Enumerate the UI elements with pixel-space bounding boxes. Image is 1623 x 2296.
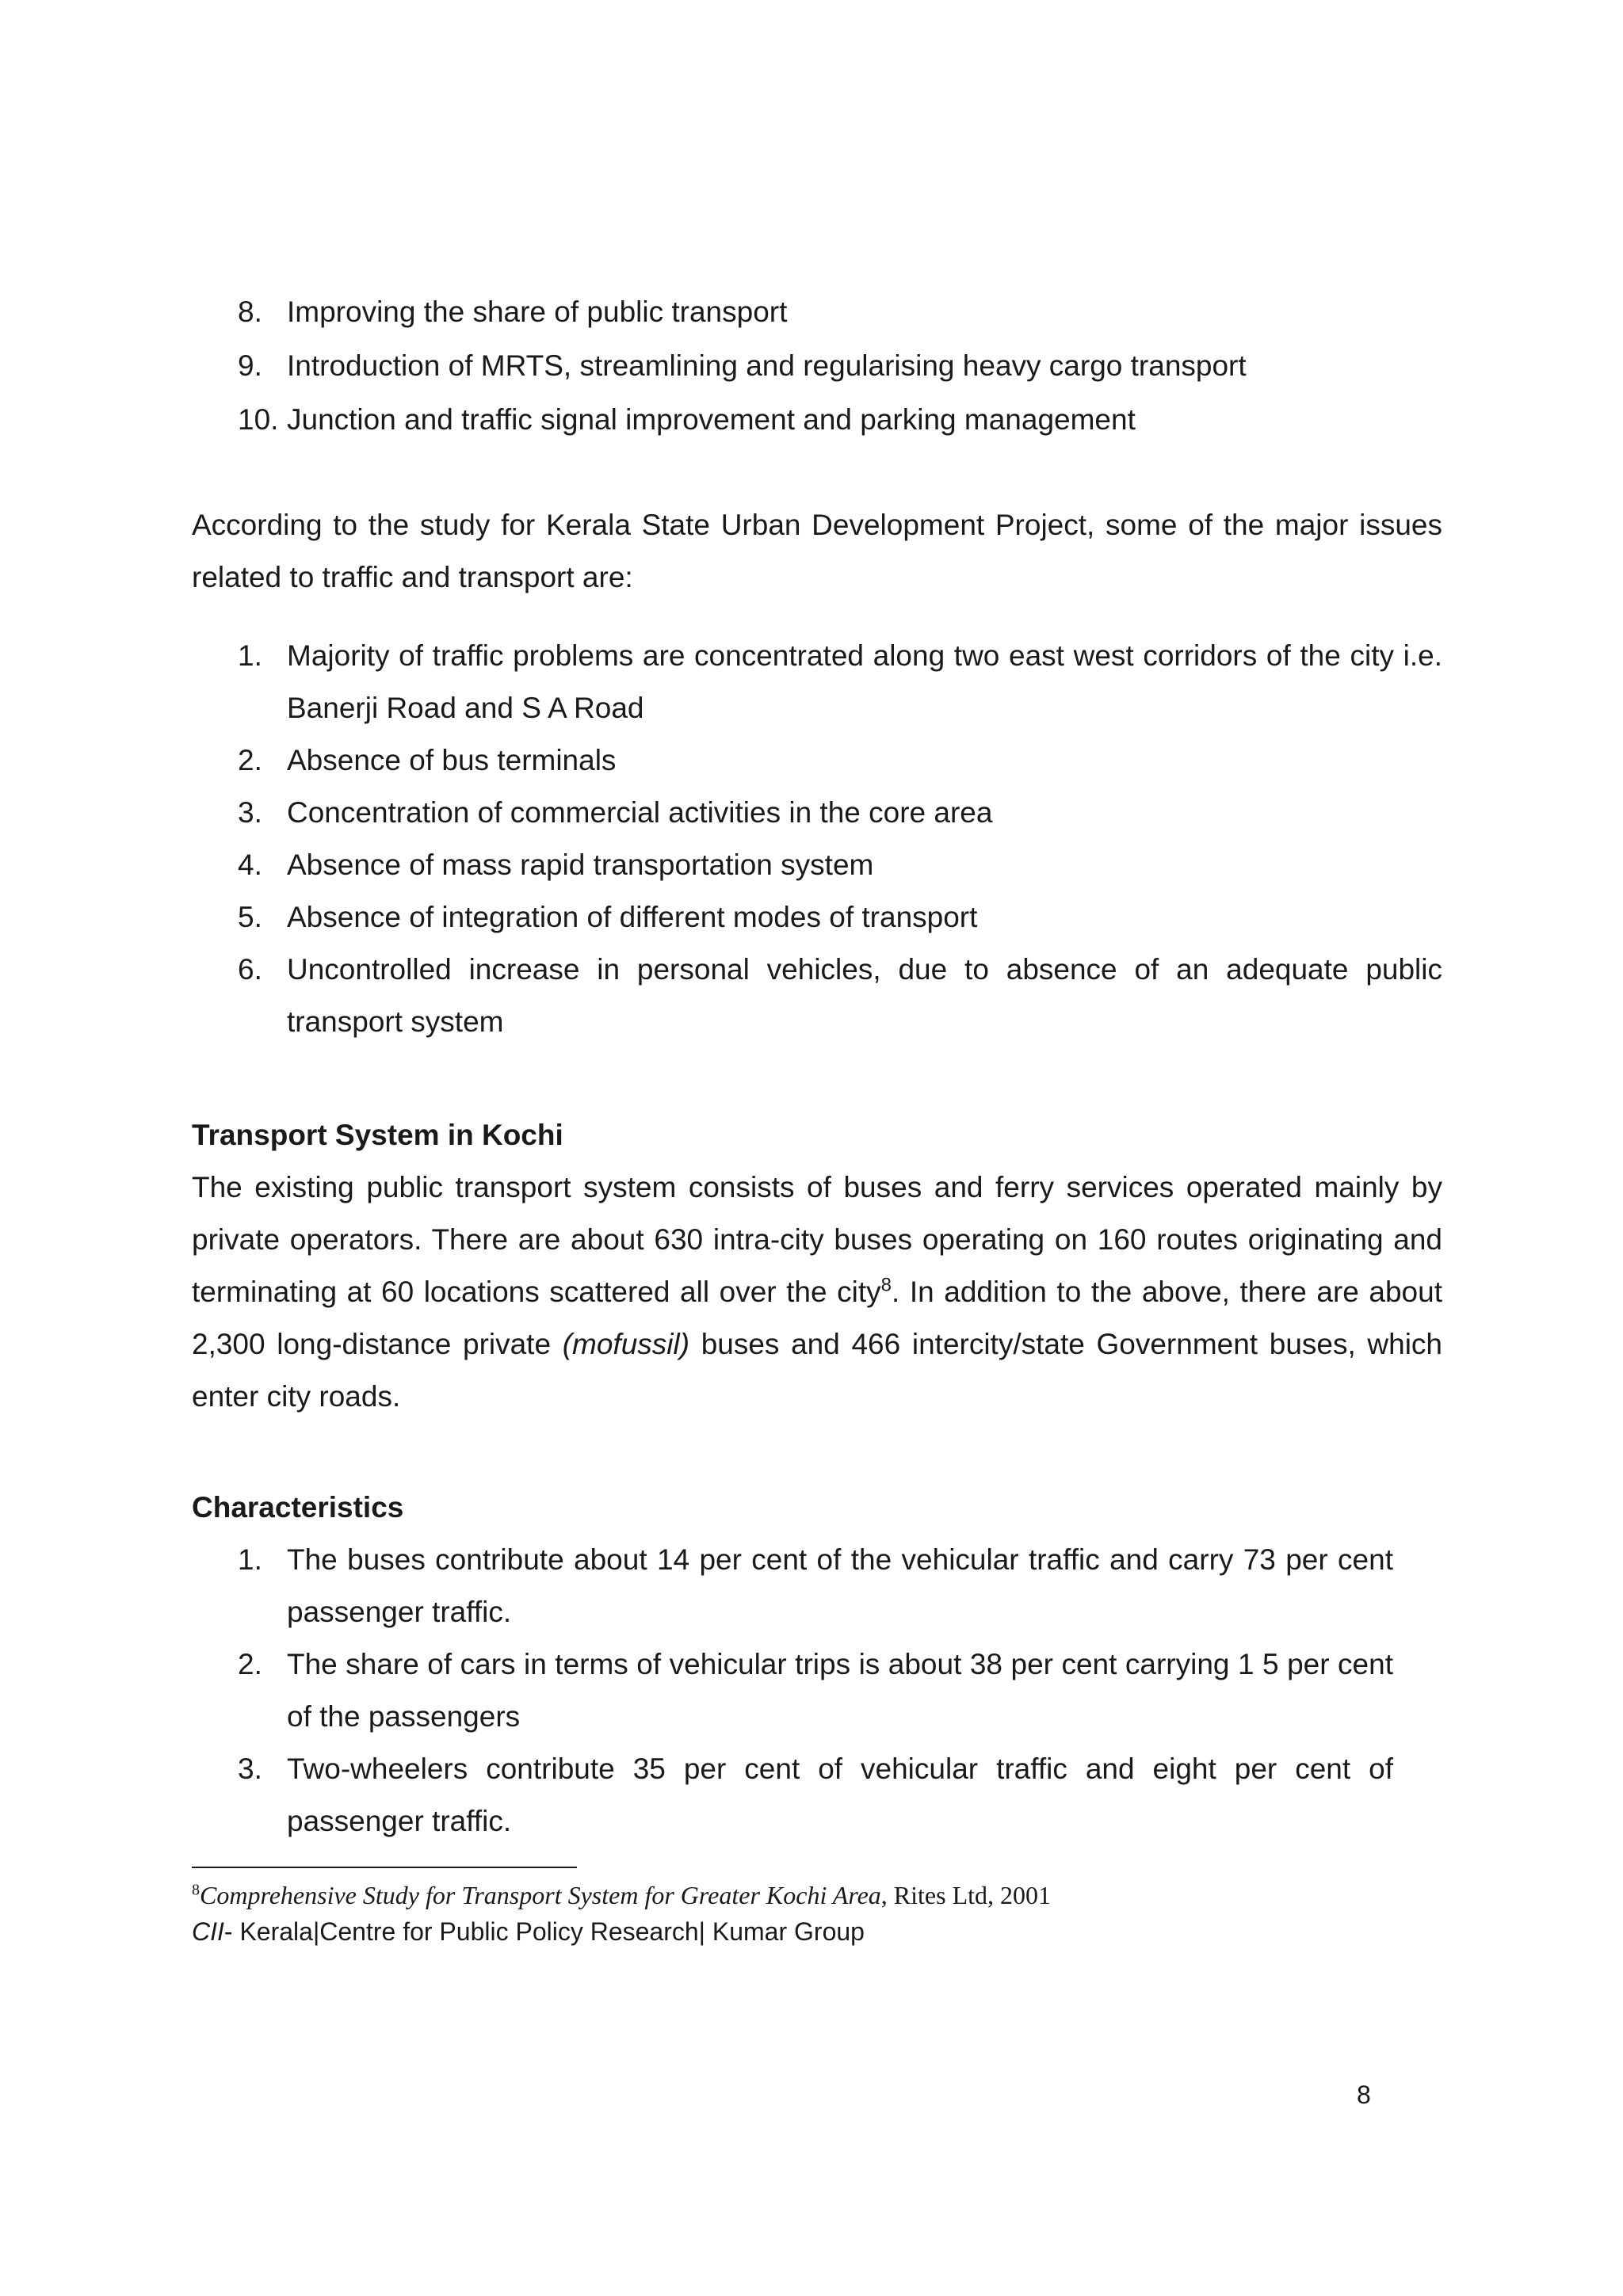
list-item [192,734,1442,787]
characteristics-section [192,1482,1393,1848]
list-number: 3. [238,796,262,829]
list-text: Uncontrolled increase in personal vehicles, due to absence of an adequate public transport system [287,953,1442,1038]
list-number: 1. [238,639,262,672]
list-number: 2. [238,744,262,776]
list-number: 1. [238,1543,262,1576]
issues-list [192,630,1442,1048]
list-number: 3. [238,1753,262,1785]
continued-list [192,285,1442,447]
transport-section [192,1109,1442,1423]
paragraph-text: The existing public transport system consists of buses and ferry services operated mainly by private operators. There are about 630 intra-city buses operating on 160 routes originating and terminating at 60 locations scattered all over the city [192,1171,1442,1308]
issues-list-block [192,630,1442,1048]
paragraph-italic-text: (mofussil) [562,1328,690,1360]
footer-org-text: - Kerala|Centre for Public Policy Research| Kumar Group [223,1917,865,1946]
page-footer [192,1914,865,1949]
list-text: Two-wheelers contribute 35 per cent of vehicular traffic and eight per cent of passenger traffic. [287,1753,1393,1837]
list-text: The share of cars in terms of vehicular trips is about 38 per cent carrying 1 5 per cent of the passengers [287,1648,1393,1733]
list-number: 4. [238,849,262,881]
list-text: Improving the share of public transport [287,296,788,328]
list-text: Absence of mass rapid transportation system [287,849,874,881]
list-number: 9. [238,349,262,382]
paragraph-text: buses and 466 intercity/state Government buses, which enter city roads. [192,1328,1442,1413]
footnote-separator [192,1867,577,1868]
list-item [192,393,1442,447]
list-number: 6. [238,953,262,986]
section-heading: Transport System in Kochi [192,1119,563,1151]
list-item [192,1638,1393,1743]
footnote-source: , Rites Ltd, 2001 [880,1881,1052,1909]
list-text: Absence of bus terminals [287,744,617,776]
list-number: 2. [238,1648,262,1680]
list-text: Introduction of MRTS, streamlining and regularising heavy cargo transport [287,349,1247,382]
footnote-reference: 8 [880,1274,892,1296]
list-item [192,944,1442,1048]
list-item [192,339,1442,393]
footnote-mark: 8 [192,1881,200,1899]
list-number: 5. [238,901,262,933]
footer-org-italic: CII [192,1917,224,1946]
list-item [192,630,1442,734]
list-text: The buses contribute about 14 per cent of the vehicular traffic and carry 73 per cent passenger traffic. [287,1543,1393,1628]
list-item [192,787,1442,839]
page-number: 8 [1357,2081,1371,2109]
list-text: Junction and traffic signal improvement and parking management [287,403,1136,436]
list-item [192,1743,1393,1848]
list-item [192,839,1442,891]
continued-list-block [192,285,1442,447]
list-item [192,891,1442,944]
intro-paragraph: According to the study for Kerala State Urban Development Project, some of the major issues related to traffic and transport are: [192,509,1442,593]
footnote-title: Comprehensive Study for Transport System for Greater Kochi Area [200,1881,881,1909]
characteristics-list [192,1534,1393,1848]
list-item [192,285,1442,339]
list-item [192,1534,1393,1638]
list-text: Majority of traffic problems are concentrated along two east west corridors of the city i.e. Banerji Road and S A Road [287,639,1442,724]
paragraph-text: . In addition to the above, there are about 2,300 long-distance private [192,1276,1442,1360]
section-heading: Characteristics [192,1491,404,1524]
list-number: 8. [238,296,262,328]
list-text: Concentration of commercial activities in the core area [287,796,993,829]
transport-paragraph [192,1161,1442,1423]
intro-paragraph-block [192,499,1442,604]
list-number: 10. [238,403,279,436]
footnote [192,1878,1051,1913]
list-text: Absence of integration of different modes of transport [287,901,978,933]
